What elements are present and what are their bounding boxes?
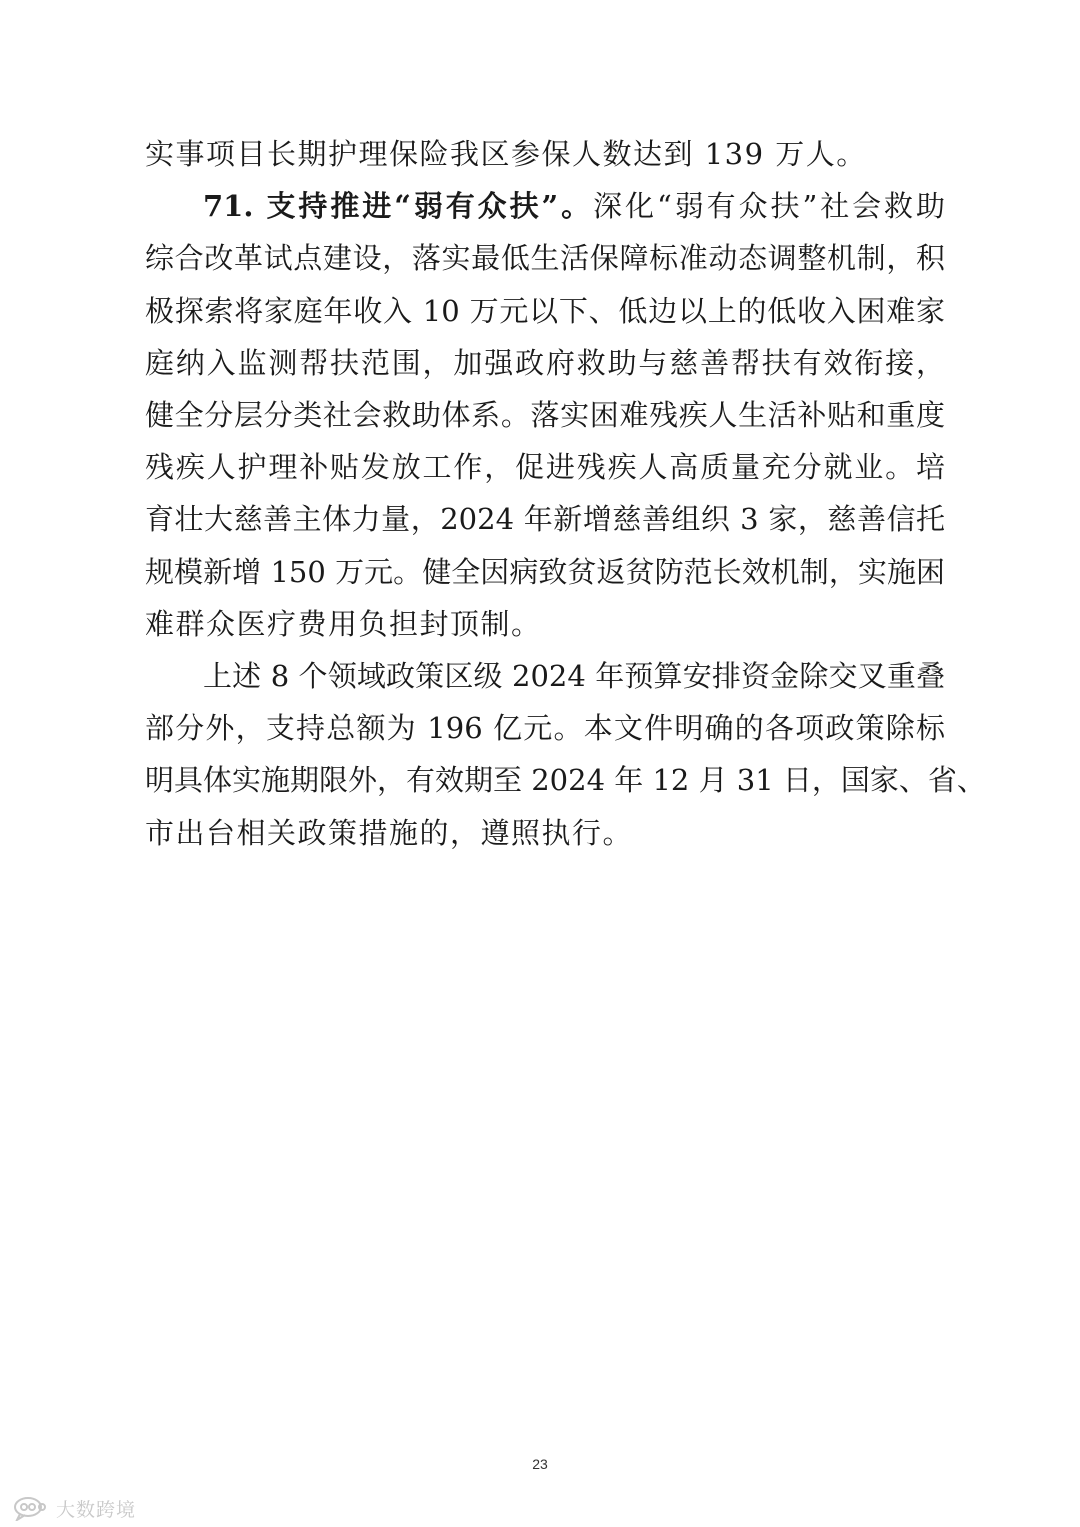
watermark [12,1494,136,1522]
text-line: 难群众医疗费用负担封顶制。 [145,606,542,641]
item-71-first-line [145,180,945,232]
text-line: 残疾人护理补贴发放工作，促进残疾人高质量充分就业。培 [145,450,945,485]
item-71-text: 深化“弱有众扶”社会救助 [593,189,945,224]
text-line: 上述 8 个领域政策区级 2024 年预算安排资金除交叉重叠 [203,659,945,694]
text-line: 明具体实施期限外，有效期至 2024 年 12 月 31 日，国家、省、 [145,763,986,798]
text-line: 实事项目长期护理保险我区参保人数达到 139 万人。 [145,137,867,171]
text-line: 健全分层分类社会救助体系。落实困难残疾人生活补贴和重度 [145,398,945,433]
text-line: 极探索将家庭年收入 10 万元以下、低边以上的低收入困难家 [145,293,945,328]
item-heading: 71. 支持推进“弱有众扶”。 [203,189,594,224]
text-line: 庭纳入监测帮扶范围，加强政府救助与慈善帮扶有效衔接， [145,345,945,380]
speech-bubble-logo-icon [12,1495,52,1521]
text-line: 市出台相关政策措施的，遵照执行。 [145,815,634,850]
text-line: 部分外，支持总额为 196 亿元。本文件明确的各项政策除标 [145,711,945,746]
watermark-text: 大数跨境 [56,1498,137,1521]
body-text [145,128,986,859]
text-line: 综合改革试点建设，落实最低生活保障标准动态调整机制，积 [145,241,945,276]
text-line: 育壮大慈善主体力量，2024 年新增慈善组织 3 家，慈善信托 [145,502,945,537]
page-number: 23 [532,1456,548,1472]
text-line: 规模新增 150 万元。健全因病致贫返贫防范长效机制，实施困 [145,554,945,589]
